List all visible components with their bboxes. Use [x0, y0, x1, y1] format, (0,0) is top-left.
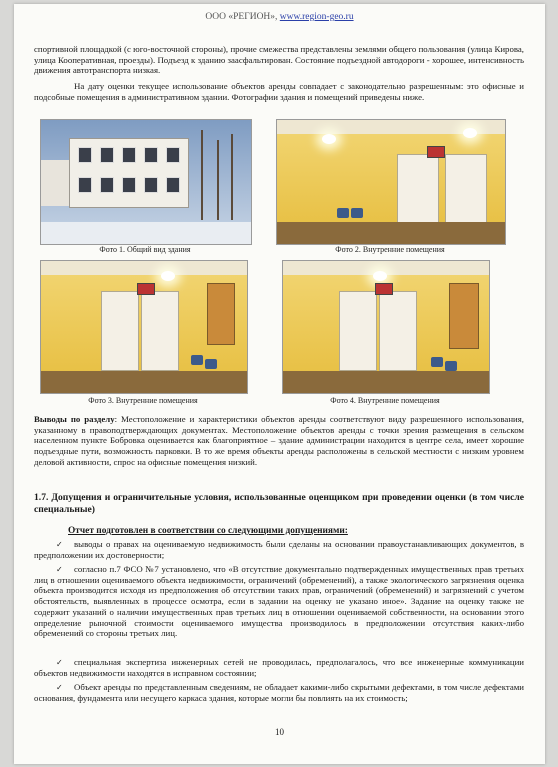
assumption-text-2: согласно п.7 ФСО №7 установлено, что «В отсутствие документально подтвержденных имущественных прав третьих лиц в отношении оцениваемого объекта недвижимости, ограничений (обременений), а также экологического загрязнения оценка объекта производится исходя из предположения об отсутствии таких прав, ограничений (обременений) и загрязнений с учетом обстоятельств, выявленных в процессе осмотра, если в задании на оценку не указано иное». Задание на оценку также не содержит указаний о наличии имущественных прав третьих лиц в отношении оцениваемой собственности, на основании этого определение рыночной стоимости оцениваемого имущества производилось в предположении отсутствия каких-либо обременений со стороны третьих лиц.: [34, 564, 524, 639]
assumption-text-1: выводы о правах на оцениваемую недвижимость были сделаны на основании правоустанавливающих документов, в предположении их достоверности;: [34, 539, 524, 560]
conclusion-lead: Выводы по разделу: [34, 414, 115, 424]
page-number: 10: [275, 727, 284, 737]
photo-3-caption: Фото 3. Внутренние помещения: [88, 396, 198, 405]
photo-2-caption: Фото 2. Внутренние помещения: [335, 245, 445, 254]
photo-1-caption: Фото 1. Общий вид здания: [99, 245, 191, 254]
document-page: [14, 4, 545, 764]
conclusion-text: : Местоположение и характеристики объектов аренды соответствуют виду разрешенного использования, указанному в правоподтверждающих документах. Местоположение объектов аренды с точки зрения размещения в сельском населенном пункте Бобровка оценивается как благоприятное – здание администрации находится в центре села, имеет хорошие подъездные пути, возможность парковки. В то же время объекты аренды расположены в сельской местности с низким уровнем деловой активности, спрос на офисные помещения низкий.: [34, 414, 524, 467]
conclusion-paragraph: [34, 414, 524, 468]
photo-interior-1: [276, 119, 506, 245]
section-heading: 1.7. Допущения и ограничительные условия, использованные оценщиком при проведении оценки (в том числе специальные): [34, 492, 524, 515]
assumption-item-2: [34, 564, 524, 639]
assumption-item-3: [34, 657, 524, 678]
check-icon: ✓: [56, 540, 63, 549]
header-url-link[interactable]: www.region-geo.ru: [279, 12, 354, 22]
assumption-item-4: [34, 682, 524, 703]
check-icon: ✓: [56, 658, 63, 667]
assumptions-heading: Отчет подготовлен в соответствии со следующими допущениями:: [68, 526, 348, 536]
assumption-text-3: специальная экспертиза инженерных сетей не проводилась, предполагалось, что все инженерные коммуникации объектов недвижимости находятся в исправном состоянии;: [34, 657, 524, 678]
photo-interior-3: [282, 260, 490, 394]
assumption-text-4: Объект аренды по представленным сведениям, не обладает какими-либо скрытыми дефектами, в том числе дефектами основания, фундамента или несущего каркаса здания, которые могли бы повлиять на их стоимость;: [34, 682, 524, 703]
intro-paragraph: спортивной площадкой (с юго-восточной стороны), прочие смежества представлены землями общего пользования (улица Кирова, улица Кооперативная, проезды). Подъезд к зданию заасфальтирован. Состояние подъездной автодороги - хорошее, интенсивность движения автотранспорта низкая.: [34, 44, 524, 76]
usage-paragraph: На дату оценки текущее использование объектов аренды совпадает с законодательно разрешенным: это офисные и подсобные помещения в административном здании. Фотографии здания и помещений приведены ниже.: [34, 81, 524, 102]
header-org: ООО «РЕГИОН»,: [205, 12, 278, 22]
check-icon: ✓: [56, 565, 63, 574]
check-icon: ✓: [56, 683, 63, 692]
page-header: [14, 12, 545, 22]
photo-building-exterior: [40, 119, 252, 245]
photo-4-caption: Фото 4. Внутренние помещения: [330, 396, 440, 405]
photo-interior-2: [40, 260, 248, 394]
assumption-item-1: [34, 539, 524, 560]
